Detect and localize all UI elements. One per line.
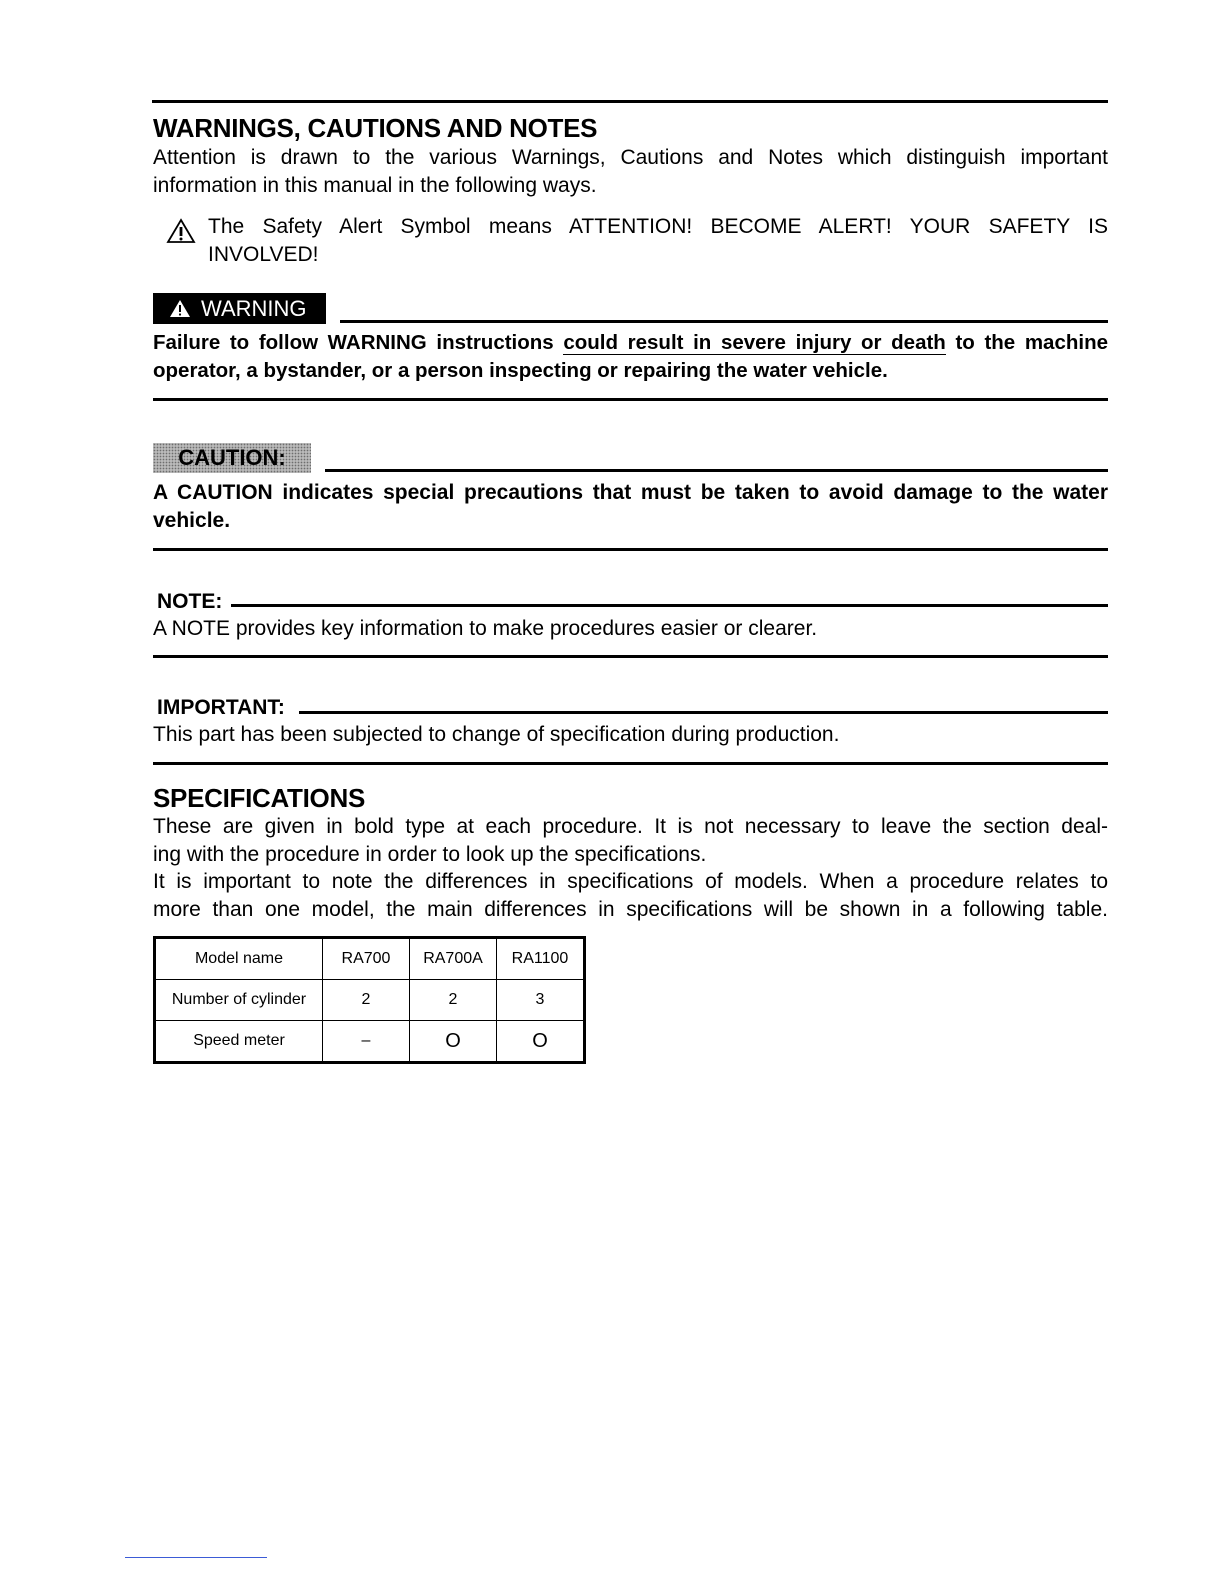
table-header-cell: RA700A	[410, 938, 497, 980]
note-text: A NOTE provides key information to make procedures easier or clearer.	[153, 617, 818, 640]
caution-bottom-rule	[153, 548, 1108, 551]
important-text: This part has been subjected to change of specification during production.	[153, 723, 840, 746]
safety-alert-line-1: The Safety Alert Symbol means ATTENTION! BECOME ALERT! YOUR SAFETY IS	[208, 215, 1108, 238]
table-cell: Speed meter	[155, 1021, 323, 1063]
warning-label: WARNING	[201, 295, 307, 321]
spec-para1-line2: ing with the procedure in order to look up the specifications.	[153, 843, 707, 866]
safety-alert-line-2: INVOLVED!	[208, 243, 319, 266]
spec-para2-line1: It is important to note the differences in specifications of models. When a procedure relates to	[153, 870, 1108, 893]
table-cell: Number of cylinder	[155, 980, 323, 1021]
important-label: IMPORTANT:	[157, 696, 285, 719]
safety-alert-icon	[166, 218, 196, 244]
warning-bottom-rule	[153, 398, 1108, 401]
table-cell: 3	[497, 980, 585, 1021]
top-rule	[152, 100, 1108, 103]
warning-text-after: to the machine operator, a bystander, or a person inspecting or repairing the water vehicle.	[153, 331, 1108, 382]
warning-text	[153, 329, 1108, 385]
warning-triangle-icon	[169, 299, 191, 318]
table-cell: 2	[410, 980, 497, 1021]
section-title-warnings: WARNINGS, CAUTIONS AND NOTES	[153, 113, 598, 143]
note-bottom-rule	[153, 655, 1108, 658]
intro-paragraph: Attention is drawn to the various Warnings, Cautions and Notes which distinguish important information in this manual in the following ways.	[153, 146, 1108, 197]
table-cell: –	[323, 1021, 410, 1063]
table-cell: O	[497, 1021, 585, 1063]
table-row	[155, 980, 585, 1021]
caution-badge	[153, 443, 311, 473]
table-cell: O	[410, 1021, 497, 1063]
table-header-row	[155, 938, 585, 980]
caution-header-rule	[325, 469, 1108, 472]
table-header-cell: RA700	[323, 938, 410, 980]
warning-badge	[153, 293, 326, 324]
footer-rule	[125, 1557, 267, 1558]
table-row	[155, 1021, 585, 1063]
spec-para2-line2: more than one model, the main differences in specifications will be shown in a following table.	[153, 898, 1108, 921]
table-cell: 2	[323, 980, 410, 1021]
note-label: NOTE:	[157, 590, 223, 613]
warning-header-rule	[340, 320, 1108, 323]
warning-text-underlined: could result in severe injury or death	[563, 331, 946, 354]
table-header-cell: Model name	[155, 938, 323, 980]
section-title-specifications: SPECIFICATIONS	[153, 783, 366, 813]
note-header-rule	[231, 604, 1108, 607]
spec-table	[153, 936, 586, 1064]
table-header-cell: RA1100	[497, 938, 585, 980]
important-header-rule	[299, 711, 1108, 714]
caution-text: A CAUTION indicates special precautions that must be taken to avoid damage to the water vehicle.	[153, 481, 1108, 532]
caution-label: CAUTION:	[178, 445, 286, 470]
important-bottom-rule	[153, 762, 1108, 765]
warning-text-before: Failure to follow WARNING instructions	[153, 331, 564, 354]
spec-para1-line1: These are given in bold type at each procedure. It is not necessary to leave the section deal-	[153, 815, 1108, 838]
